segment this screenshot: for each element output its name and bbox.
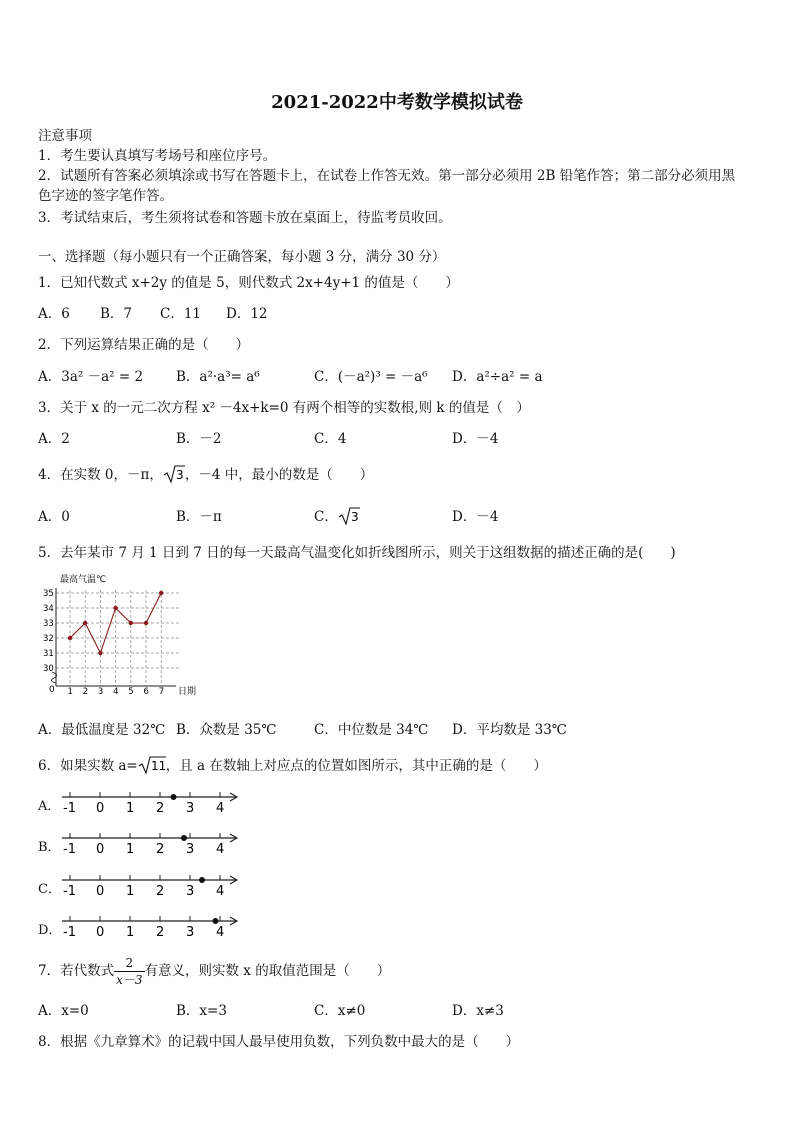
number-line-tick-label: 4 xyxy=(216,842,225,857)
question-stem: 5．去年某市 7 月 1 日到 7 日的每一天最高气温变化如折线图所示，则关于这组数据的描述正确的是( ) xyxy=(38,545,676,561)
option-a: A．6 xyxy=(38,306,70,322)
numberline-option-label: B． xyxy=(38,840,61,855)
question-stem: 1．已知代数式 x+2y 的值是 5，则代数式 2x+4y+1 的值是（ ） xyxy=(38,275,459,291)
data-point xyxy=(129,621,133,625)
x-tick-label: 5 xyxy=(128,687,134,697)
y-tick-label: 31 xyxy=(43,649,54,659)
number-line-tick-label: 4 xyxy=(216,801,225,816)
option-c: C．(－a²)³ = －a⁶ xyxy=(314,369,428,385)
number-line-tick-label: 1 xyxy=(126,884,135,899)
question-stem: 4．在实数 0，－π， 3 ，－4 中，最小的数是（ ） xyxy=(38,463,373,488)
option-a: A．3a² －a² = 2 xyxy=(38,369,144,385)
section-heading: 一、选择题（每小题只有一个正确答案，每小题 3 分，满分 30 分） xyxy=(38,249,446,265)
option-c: C．11 xyxy=(160,306,202,322)
sqrt-symbol xyxy=(338,506,360,530)
option-b: B．众数是 35℃ xyxy=(176,722,277,738)
y-tick-label: 33 xyxy=(43,619,54,629)
x-tick-label: 3 xyxy=(97,687,104,697)
number-line-tick-label: 2 xyxy=(156,884,165,899)
option-d: D．12 xyxy=(226,306,268,322)
notice-item: 色字迹的签字笔作答。 xyxy=(38,188,173,204)
option-c: C． 3 xyxy=(314,505,360,530)
number-line-tick-label: 0 xyxy=(96,884,105,899)
notice-item: 2．试题所有答案必须填涂或书写在答题卡上，在试卷上作答无效。第一部分必须用 2B 铅笔作答；第二部分必须用黑 xyxy=(38,168,736,184)
fraction: $\frac{2}{x-3}$ xyxy=(116,956,143,987)
option-c: C．4 xyxy=(314,431,347,447)
option-b: B．－π xyxy=(176,509,222,525)
number-line-tick-label: 3 xyxy=(186,884,195,899)
notice-item: 3．考试结束后，考生须将试卷和答题卡放在桌面上，待监考员收回。 xyxy=(38,210,452,226)
temperature-line-chart xyxy=(40,570,210,702)
option-d: D．－4 xyxy=(452,431,499,447)
svg-text:11: 11 xyxy=(150,758,166,773)
page-title: 2021-2022中考数学模拟试卷 xyxy=(271,92,523,113)
option-d: D．－4 xyxy=(452,509,499,525)
point-a-marker xyxy=(181,835,187,841)
question-stem: 2．下列运算结果正确的是（ ） xyxy=(38,337,250,353)
option-b: B．7 xyxy=(100,306,133,322)
y-tick-label: 35 xyxy=(43,589,54,599)
x-tick-label: 4 xyxy=(113,687,119,697)
notice-item: 1．考生要认真填写考场号和座位序号。 xyxy=(38,148,277,164)
data-point xyxy=(68,636,72,640)
origin-label: 0 xyxy=(49,685,55,695)
number-line-tick-label: 0 xyxy=(96,925,105,940)
number-line xyxy=(58,913,258,943)
number-line xyxy=(58,872,258,902)
number-line-tick-label: -1 xyxy=(63,925,76,940)
x-tick-label: 1 xyxy=(67,687,73,697)
number-line-tick-label: -1 xyxy=(63,842,76,857)
option-a: A．0 xyxy=(38,509,70,525)
y-tick-label: 34 xyxy=(43,604,54,614)
number-line-tick-label: 0 xyxy=(96,842,105,857)
numberline-option-label: C． xyxy=(38,882,61,897)
number-line-tick-label: 2 xyxy=(156,801,165,816)
number-line-tick-label: 1 xyxy=(126,842,135,857)
sqrt-symbol xyxy=(163,464,185,488)
question-stem: 6．如果实数 a= 11 ，且 a 在数轴上对应点的位置如图所示，其中正确的是（ ） xyxy=(38,754,547,779)
number-line-tick-label: -1 xyxy=(63,884,76,899)
option-d: D．平均数是 33℃ xyxy=(452,722,567,738)
number-line xyxy=(58,789,258,819)
option-a: A．最低温度是 32℃ xyxy=(38,722,166,738)
y-axis-label: 最高气温℃ xyxy=(60,575,107,585)
number-line-tick-label: 2 xyxy=(156,925,165,940)
question-stem: 7．若代数式 $\frac{2}{x-3}$ 有意义，则实数 x 的取值范围是（ ） xyxy=(38,956,391,987)
option-b: B．－2 xyxy=(176,431,222,447)
number-line-tick-label: 4 xyxy=(216,884,225,899)
number-line xyxy=(58,830,258,860)
y-tick-label: 32 xyxy=(43,634,54,644)
option-b: B．x=3 xyxy=(176,1003,227,1019)
option-c: C．x≠0 xyxy=(314,1003,366,1019)
question-stem: 8．根据《九章算术》的记载中国人最早使用负数，下列负数中最大的是（ ） xyxy=(38,1034,520,1050)
number-line-tick-label: 0 xyxy=(96,801,105,816)
number-line-tick-label: -1 xyxy=(63,801,76,816)
number-line-tick-label: 3 xyxy=(186,925,195,940)
point-a-marker xyxy=(171,794,177,800)
number-line-tick-label: 4 xyxy=(216,925,225,940)
option-a: A．x=0 xyxy=(38,1003,89,1019)
number-line-tick-label: 3 xyxy=(186,801,195,816)
notice-heading: 注意事项 xyxy=(38,128,92,144)
number-line-tick-label: 2 xyxy=(156,842,165,857)
option-a: A．2 xyxy=(38,431,70,447)
option-d: D．a²÷a² = a xyxy=(452,369,543,385)
option-c: C．中位数是 34℃ xyxy=(314,722,429,738)
data-point xyxy=(144,621,148,625)
point-a-marker xyxy=(199,877,205,883)
x-axis-label: 日期 xyxy=(178,687,197,697)
y-tick-label: 30 xyxy=(43,664,54,674)
x-tick-label: 7 xyxy=(158,687,165,697)
numberline-option-label: A． xyxy=(38,799,61,814)
option-d: D．x≠3 xyxy=(452,1003,504,1019)
data-point xyxy=(113,606,117,610)
number-line-tick-label: 1 xyxy=(126,925,135,940)
numberline-option-label: D． xyxy=(38,923,62,938)
question-stem: 3．关于 x 的一元二次方程 x² －4x+k=0 有两个相等的实数根,则 k 的值是（ ） xyxy=(38,400,530,416)
svg-text:3: 3 xyxy=(350,509,359,524)
data-point xyxy=(83,621,87,625)
svg-text:3: 3 xyxy=(175,467,184,482)
point-a-marker xyxy=(213,918,219,924)
x-tick-label: 6 xyxy=(143,687,149,697)
number-line-tick-label: 3 xyxy=(186,842,195,857)
number-line-tick-label: 1 xyxy=(126,801,135,816)
x-tick-label: 2 xyxy=(82,687,89,697)
data-point xyxy=(98,651,102,655)
option-b: B．a²·a³= a⁶ xyxy=(176,369,260,385)
sqrt-symbol xyxy=(138,755,166,779)
data-point xyxy=(159,591,163,595)
